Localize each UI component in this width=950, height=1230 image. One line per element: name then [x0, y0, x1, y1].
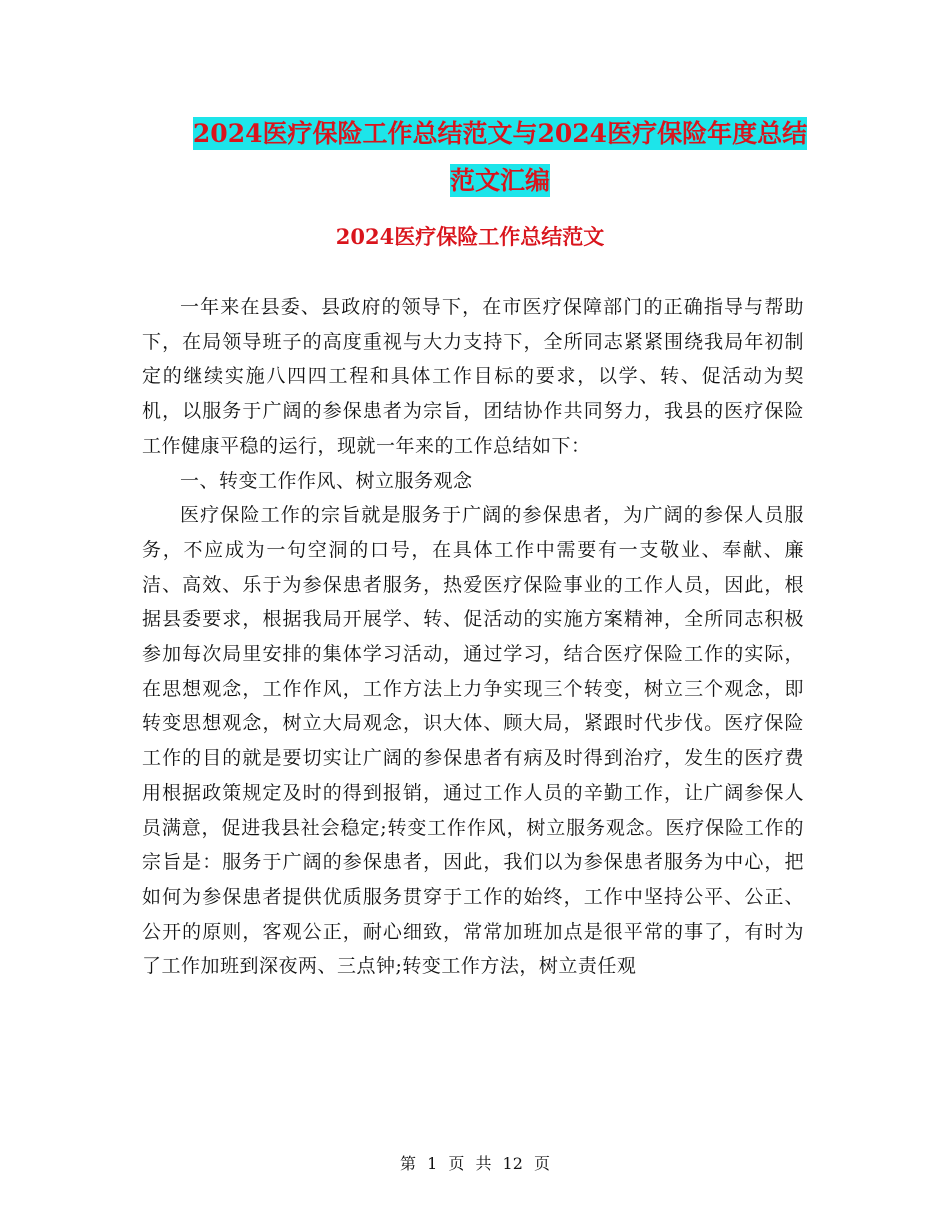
document-title: [150, 110, 850, 204]
page-footer: 第 1 页 共 12 页: [400, 1154, 550, 1173]
paragraph-heading-1: 一、转变工作作风、树立服务观念: [180, 469, 473, 492]
paragraph-service: 医疗保险工作的宗旨就是服务于广阔的参保患者，为广阔的参保人员服务，不应成为一句空洞的口号，在具体工作中需要有一支敬业、奉献、廉洁、高效、乐于为参保患者服务，热爱医疗保险事业的工作人员，因此，根据县委要求，根据我局开展学、转、促活动的实施方案精神，全所同志积极参加每次局里安排的集体学习活动，通过学习，结合医疗保险工作的实际，在思想观念，工作作风，工作方法上力争实现三个转变，树立三个观念，即转变思想观念，树立大局观念，识大体、顾大局，紧跟时代步伐。医疗保险工作的目的就是要切实让广阔的参保患者有病及时得到治疗，发生的医疗费用根据政策规定及时的得到报销，通过工作人员的辛勤工作，让广阔参保人员满意，促进我县社会稳定;转变工作作风，树立服务观念。医疗保险工作的宗旨是：服务于广阔的参保患者，因此，我们以为参保患者服务为中心，把如何为参保患者提供优质服务贯穿于工作的始终，工作中坚持公平、公正、公开的原则，客观公正，耐心细致，常常加班加点是很平常的事了，有时为了工作加班到深夜两、三点钟;转变工作方法，树立责任观: [142, 504, 804, 978]
document-title-line-2: 范文汇编: [449, 166, 550, 195]
document-title-line-1: 2024医疗保险工作总结范文与2024医疗保险年度总结: [192, 119, 808, 148]
section-title: 2024医疗保险工作总结范文: [335, 224, 605, 249]
document-body: [142, 290, 804, 984]
paragraph-intro: 一年来在县委、县政府的领导下，在市医疗保障部门的正确指导与帮助下，在局领导班子的高度重视与大力支持下，全所同志紧紧围绕我局年初制定的继续实施八四四工程和具体工作目标的要求，以学、转、促活动为契机，以服务于广阔的参保患者为宗旨，团结协作共同努力，我县的医疗保险工作健康平稳的运行，现就一年来的工作总结如下：: [142, 296, 804, 457]
